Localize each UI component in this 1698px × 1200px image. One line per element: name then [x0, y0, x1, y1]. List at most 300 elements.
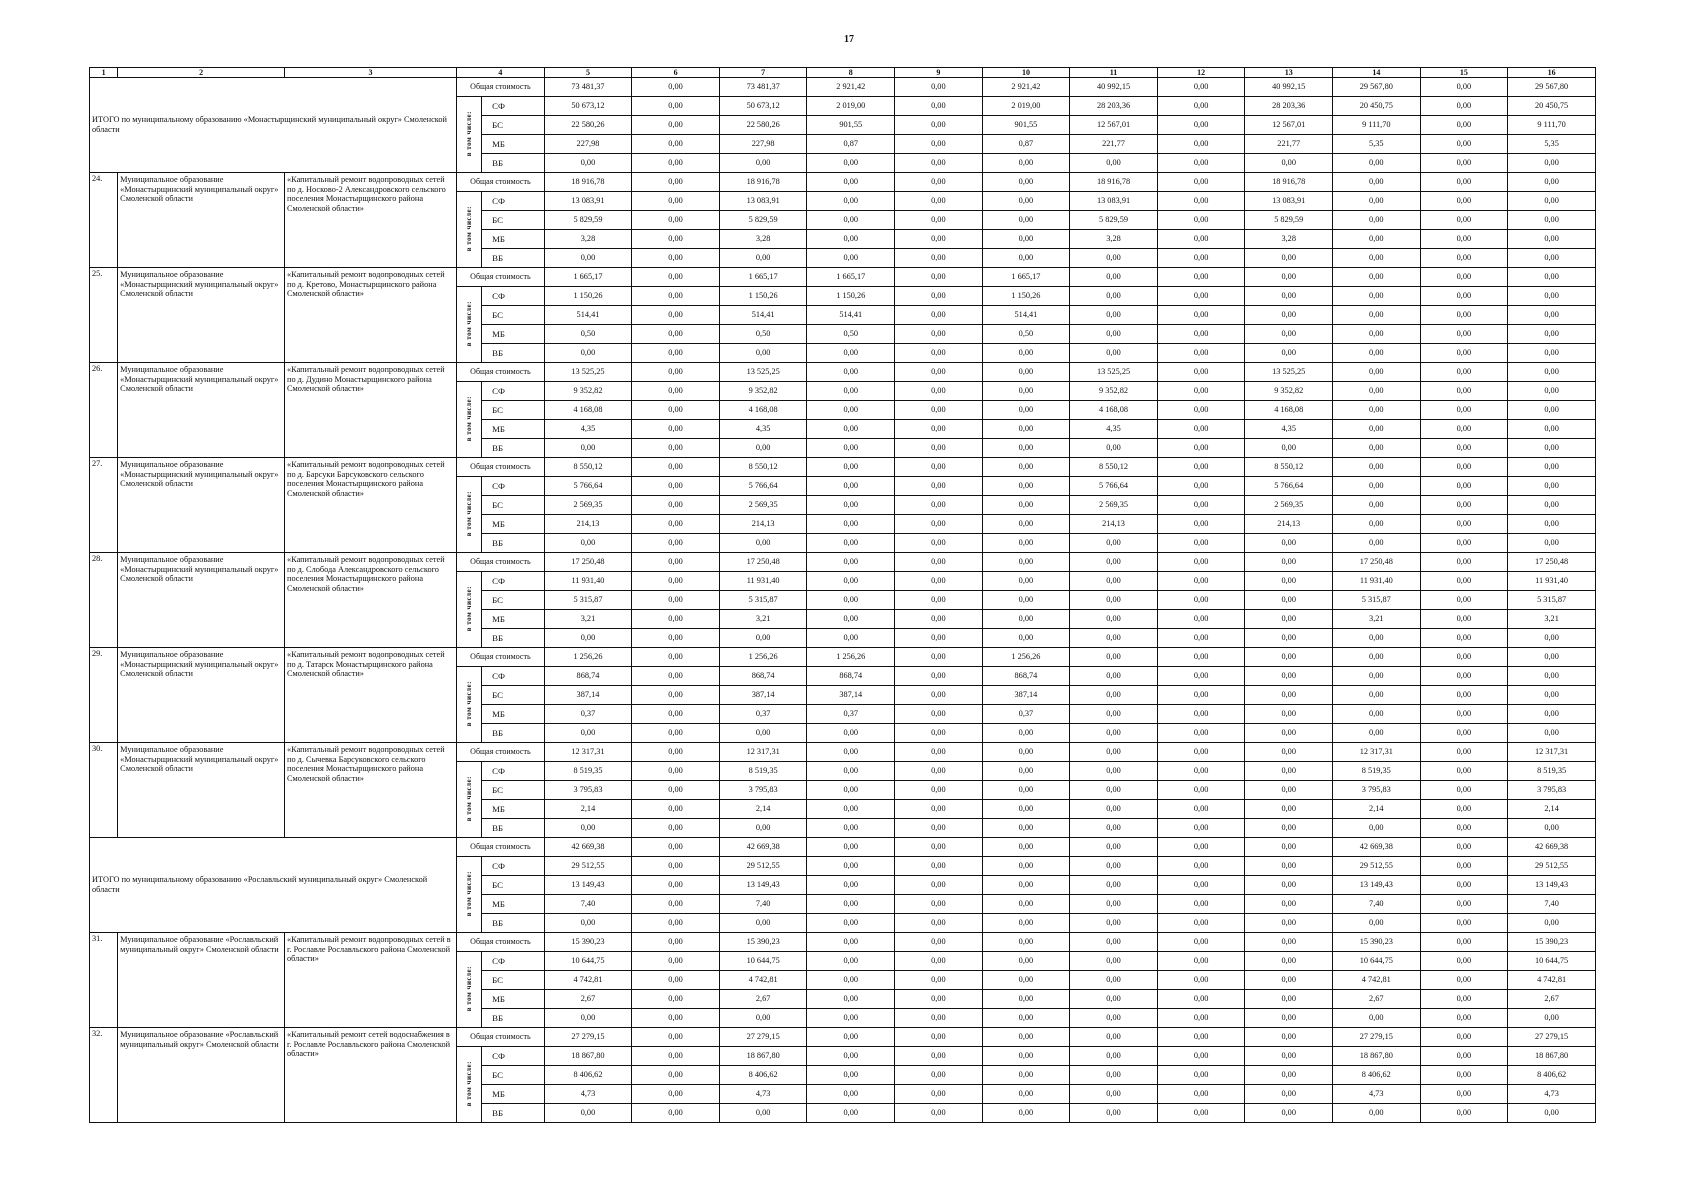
- amount-cell: 5 315,87: [719, 591, 807, 610]
- amount-cell: 0,00: [632, 838, 720, 857]
- amount-cell: 10 644,75: [1333, 952, 1421, 971]
- amount-cell: 12 567,01: [1070, 116, 1158, 135]
- amount-cell: 0,00: [1157, 1028, 1245, 1047]
- amount-cell: 0,00: [632, 534, 720, 553]
- amount-cell: 2 921,42: [807, 78, 895, 97]
- amount-cell: 0,00: [1245, 1104, 1333, 1123]
- amount-cell: 0,00: [895, 838, 983, 857]
- amount-cell: 0,00: [1333, 914, 1421, 933]
- amount-cell: 0,00: [895, 382, 983, 401]
- amount-cell: 0,00: [1070, 952, 1158, 971]
- amount-cell: 0,87: [982, 135, 1070, 154]
- amount-cell: 12 317,31: [1508, 743, 1596, 762]
- amount-cell: 0,00: [1508, 819, 1596, 838]
- amount-cell: 0,00: [1333, 496, 1421, 515]
- amount-cell: 8 406,62: [1333, 1066, 1421, 1085]
- amount-cell: 0,00: [807, 895, 895, 914]
- item-number: 24.: [90, 173, 118, 268]
- amount-cell: 0,00: [895, 914, 983, 933]
- object-name: «Капитальный ремонт водопроводных сетей по д. Барсуки Барсуковского сельского поселения Монастырщинского района Смоленской области»: [285, 458, 457, 553]
- amount-cell: 0,00: [1420, 1047, 1508, 1066]
- amount-cell: 0,00: [632, 952, 720, 971]
- amount-cell: 0,00: [895, 325, 983, 344]
- amount-cell: 0,00: [982, 857, 1070, 876]
- amount-cell: 0,00: [632, 173, 720, 192]
- amount-cell: 0,00: [632, 667, 720, 686]
- amount-cell: 0,00: [982, 952, 1070, 971]
- amount-cell: 0,00: [1070, 154, 1158, 173]
- amount-cell: 0,00: [895, 363, 983, 382]
- amount-cell: 0,00: [1157, 667, 1245, 686]
- amount-cell: 0,00: [1157, 211, 1245, 230]
- amount-cell: 5 315,87: [544, 591, 632, 610]
- amount-cell: 0,00: [895, 135, 983, 154]
- amount-cell: 7,40: [719, 895, 807, 914]
- amount-cell: 0,00: [982, 914, 1070, 933]
- amount-cell: 0,00: [1420, 952, 1508, 971]
- amount-cell: 0,00: [1157, 610, 1245, 629]
- amount-cell: 0,00: [1157, 363, 1245, 382]
- amount-cell: 0,00: [719, 1009, 807, 1028]
- amount-cell: 18 916,78: [1245, 173, 1333, 192]
- amount-cell: 0,00: [1157, 1104, 1245, 1123]
- amount-cell: 0,00: [544, 629, 632, 648]
- amount-cell: 0,00: [1245, 724, 1333, 743]
- amount-cell: 8 519,35: [1508, 762, 1596, 781]
- amount-cell: 0,00: [1245, 800, 1333, 819]
- amount-cell: 4,73: [544, 1085, 632, 1104]
- amount-cell: 0,00: [1157, 895, 1245, 914]
- amount-cell: 0,00: [1420, 249, 1508, 268]
- amount-cell: 0,00: [1157, 1009, 1245, 1028]
- amount-cell: 0,00: [895, 800, 983, 819]
- amount-cell: 0,00: [1420, 116, 1508, 135]
- municipality-name: Муниципальное образование «Монастырщинский муниципальный округ» Смоленской области: [118, 648, 285, 743]
- including-label: в том числе:: [464, 395, 473, 441]
- including-label-cell: [457, 1047, 482, 1123]
- amount-cell: 0,00: [895, 116, 983, 135]
- column-number: 4: [457, 68, 545, 78]
- amount-cell: 0,00: [1245, 762, 1333, 781]
- amount-cell: 0,00: [807, 1009, 895, 1028]
- funding-type: БС: [482, 876, 545, 895]
- amount-cell: 0,00: [719, 629, 807, 648]
- amount-cell: 3,21: [544, 610, 632, 629]
- amount-cell: 0,00: [1420, 800, 1508, 819]
- amount-cell: 0,00: [1333, 306, 1421, 325]
- total-cost-label: Общая стоимость: [457, 458, 545, 477]
- amount-cell: 0,00: [1333, 477, 1421, 496]
- funding-type: МБ: [482, 610, 545, 629]
- amount-cell: 9 111,70: [1333, 116, 1421, 135]
- object-name: «Капитальный ремонт водопроводных сетей по д. Носково-2 Александровского сельского поселения Монастырщинского района Смоленской области»: [285, 173, 457, 268]
- amount-cell: 0,00: [807, 819, 895, 838]
- amount-cell: 0,00: [807, 762, 895, 781]
- amount-cell: 0,00: [982, 211, 1070, 230]
- amount-cell: 0,00: [1157, 572, 1245, 591]
- amount-cell: 15 390,23: [719, 933, 807, 952]
- amount-cell: 0,00: [1508, 667, 1596, 686]
- amount-cell: 0,00: [982, 1028, 1070, 1047]
- amount-cell: 0,00: [1070, 1028, 1158, 1047]
- amount-cell: 3 795,83: [1508, 781, 1596, 800]
- amount-cell: 17 250,48: [544, 553, 632, 572]
- amount-cell: 0,00: [895, 1066, 983, 1085]
- amount-cell: 1 665,17: [982, 268, 1070, 287]
- item-row: [90, 1028, 1596, 1047]
- amount-cell: 5,35: [1333, 135, 1421, 154]
- amount-cell: 0,00: [1157, 952, 1245, 971]
- amount-cell: 0,00: [1420, 572, 1508, 591]
- amount-cell: 0,00: [1157, 876, 1245, 895]
- amount-cell: 0,00: [632, 344, 720, 363]
- amount-cell: 0,00: [807, 990, 895, 1009]
- amount-cell: 3,28: [1070, 230, 1158, 249]
- amount-cell: 387,14: [982, 686, 1070, 705]
- amount-cell: 0,00: [1420, 781, 1508, 800]
- column-number-row: [90, 68, 1596, 78]
- funding-type: ВБ: [482, 249, 545, 268]
- amount-cell: 0,00: [632, 287, 720, 306]
- amount-cell: 0,00: [982, 192, 1070, 211]
- object-name: «Капитальный ремонт водопроводных сетей по д. Татарск Монастырщинского района Смоленской области»: [285, 648, 457, 743]
- column-number: 9: [895, 68, 983, 78]
- amount-cell: 0,00: [895, 819, 983, 838]
- amount-cell: 0,00: [982, 230, 1070, 249]
- amount-cell: 8 550,12: [1070, 458, 1158, 477]
- amount-cell: 5 766,64: [544, 477, 632, 496]
- amount-cell: 0,00: [895, 173, 983, 192]
- amount-cell: 0,00: [719, 249, 807, 268]
- amount-cell: 3,28: [544, 230, 632, 249]
- object-name: «Капитальный ремонт водопроводных сетей по д. Кретово, Монастырщинского района Смоленской области»: [285, 268, 457, 363]
- amount-cell: 514,41: [807, 306, 895, 325]
- amount-cell: 0,00: [807, 439, 895, 458]
- amount-cell: 0,00: [807, 553, 895, 572]
- amount-cell: 18 867,80: [1333, 1047, 1421, 1066]
- amount-cell: 0,00: [1333, 648, 1421, 667]
- amount-cell: 0,00: [982, 382, 1070, 401]
- amount-cell: 10 644,75: [1508, 952, 1596, 971]
- amount-cell: 0,00: [1070, 838, 1158, 857]
- amount-cell: 4 742,81: [1508, 971, 1596, 990]
- amount-cell: 0,00: [1157, 534, 1245, 553]
- amount-cell: 18 867,80: [1508, 1047, 1596, 1066]
- amount-cell: 3,21: [1508, 610, 1596, 629]
- amount-cell: 15 390,23: [1333, 933, 1421, 952]
- amount-cell: 20 450,75: [1333, 97, 1421, 116]
- amount-cell: 12 317,31: [544, 743, 632, 762]
- amount-cell: 0,00: [1070, 1047, 1158, 1066]
- funding-type: ВБ: [482, 1009, 545, 1028]
- amount-cell: 1 256,26: [807, 648, 895, 667]
- amount-cell: 0,00: [1070, 648, 1158, 667]
- amount-cell: 0,00: [807, 458, 895, 477]
- amount-cell: 0,00: [1157, 230, 1245, 249]
- funding-type: ВБ: [482, 154, 545, 173]
- amount-cell: 0,00: [1157, 173, 1245, 192]
- amount-cell: 5 766,64: [1070, 477, 1158, 496]
- amount-cell: 0,00: [982, 800, 1070, 819]
- amount-cell: 8 550,12: [719, 458, 807, 477]
- amount-cell: 0,00: [807, 1066, 895, 1085]
- amount-cell: 0,00: [632, 705, 720, 724]
- amount-cell: 7,40: [1508, 895, 1596, 914]
- amount-cell: 0,00: [807, 211, 895, 230]
- amount-cell: 7,40: [1333, 895, 1421, 914]
- amount-cell: 0,00: [982, 173, 1070, 192]
- amount-cell: 227,98: [719, 135, 807, 154]
- amount-cell: 0,00: [1508, 249, 1596, 268]
- object-name: «Капитальный ремонт водопроводных сетей в г. Рославле Рославльского района Смоленской области»: [285, 933, 457, 1028]
- amount-cell: 0,00: [544, 154, 632, 173]
- amount-cell: 5 315,87: [1508, 591, 1596, 610]
- funding-type: МБ: [482, 800, 545, 819]
- amount-cell: 0,00: [1070, 1066, 1158, 1085]
- amount-cell: 0,00: [807, 857, 895, 876]
- amount-cell: 0,00: [1157, 838, 1245, 857]
- amount-cell: 9 352,82: [1245, 382, 1333, 401]
- amount-cell: 221,77: [1070, 135, 1158, 154]
- amount-cell: 0,00: [1245, 306, 1333, 325]
- amount-cell: 0,00: [1157, 344, 1245, 363]
- amount-cell: 0,00: [807, 971, 895, 990]
- amount-cell: 2 921,42: [982, 78, 1070, 97]
- amount-cell: 0,00: [632, 876, 720, 895]
- amount-cell: 13 525,25: [544, 363, 632, 382]
- item-number: 29.: [90, 648, 118, 743]
- amount-cell: 73 481,37: [544, 78, 632, 97]
- amount-cell: 17 250,48: [1508, 553, 1596, 572]
- amount-cell: 13 083,91: [1245, 192, 1333, 211]
- amount-cell: 0,00: [895, 933, 983, 952]
- amount-cell: 0,00: [1245, 686, 1333, 705]
- amount-cell: 0,00: [1508, 458, 1596, 477]
- amount-cell: 0,00: [632, 591, 720, 610]
- amount-cell: 0,00: [632, 1028, 720, 1047]
- amount-cell: 0,00: [1420, 591, 1508, 610]
- total-row: [90, 838, 1596, 857]
- amount-cell: 0,00: [895, 287, 983, 306]
- amount-cell: 13 083,91: [719, 192, 807, 211]
- amount-cell: 0,00: [895, 1009, 983, 1028]
- including-label-cell: [457, 762, 482, 838]
- funding-type: МБ: [482, 135, 545, 154]
- amount-cell: 0,00: [632, 572, 720, 591]
- amount-cell: 0,00: [1070, 553, 1158, 572]
- amount-cell: 42 669,38: [544, 838, 632, 857]
- amount-cell: 0,00: [1245, 1009, 1333, 1028]
- amount-cell: 11 931,40: [1508, 572, 1596, 591]
- amount-cell: 0,00: [982, 344, 1070, 363]
- amount-cell: 0,00: [1070, 268, 1158, 287]
- funding-type: ВБ: [482, 629, 545, 648]
- amount-cell: 0,00: [982, 838, 1070, 857]
- amount-cell: 0,00: [632, 420, 720, 439]
- amount-cell: 0,00: [1157, 496, 1245, 515]
- amount-cell: 0,00: [1333, 667, 1421, 686]
- amount-cell: 5 766,64: [1245, 477, 1333, 496]
- amount-cell: 0,00: [632, 211, 720, 230]
- amount-cell: 0,00: [1070, 724, 1158, 743]
- amount-cell: 18 867,80: [719, 1047, 807, 1066]
- total-cost-label: Общая стоимость: [457, 173, 545, 192]
- amount-cell: 0,00: [1245, 838, 1333, 857]
- amount-cell: 0,00: [632, 762, 720, 781]
- amount-cell: 22 580,26: [544, 116, 632, 135]
- amount-cell: 0,00: [1420, 173, 1508, 192]
- amount-cell: 17 250,48: [1333, 553, 1421, 572]
- amount-cell: 0,00: [1070, 990, 1158, 1009]
- amount-cell: 0,00: [1245, 667, 1333, 686]
- amount-cell: 8 519,35: [719, 762, 807, 781]
- including-label-cell: [457, 477, 482, 553]
- amount-cell: 0,00: [982, 724, 1070, 743]
- amount-cell: 0,00: [1070, 971, 1158, 990]
- amount-cell: 4 742,81: [1333, 971, 1421, 990]
- amount-cell: 0,00: [1420, 1066, 1508, 1085]
- amount-cell: 0,00: [895, 990, 983, 1009]
- funding-type: ВБ: [482, 724, 545, 743]
- total-cost-label: Общая стоимость: [457, 838, 545, 857]
- amount-cell: 17 250,48: [719, 553, 807, 572]
- amount-cell: 0,00: [982, 515, 1070, 534]
- amount-cell: 0,00: [1333, 192, 1421, 211]
- amount-cell: 0,00: [1157, 1066, 1245, 1085]
- amount-cell: 8 550,12: [544, 458, 632, 477]
- amount-cell: 3,21: [719, 610, 807, 629]
- amount-cell: 0,00: [1508, 382, 1596, 401]
- funding-type: БС: [482, 686, 545, 705]
- amount-cell: 0,00: [1245, 914, 1333, 933]
- amount-cell: 0,00: [1245, 990, 1333, 1009]
- total-label: ИТОГО по муниципальному образованию «Монастырщинский муниципальный округ» Смоленской области: [90, 78, 457, 173]
- total-cost-label: Общая стоимость: [457, 648, 545, 667]
- amount-cell: 0,00: [719, 439, 807, 458]
- amount-cell: 0,00: [807, 781, 895, 800]
- amount-cell: 0,00: [1420, 686, 1508, 705]
- amount-cell: 0,00: [1070, 610, 1158, 629]
- amount-cell: 2 019,00: [982, 97, 1070, 116]
- amount-cell: 4 742,81: [544, 971, 632, 990]
- municipality-name: Муниципальное образование «Монастырщинский муниципальный округ» Смоленской области: [118, 268, 285, 363]
- amount-cell: 0,00: [1157, 477, 1245, 496]
- amount-cell: 0,00: [632, 781, 720, 800]
- amount-cell: 0,00: [1245, 895, 1333, 914]
- amount-cell: 0,00: [1420, 1085, 1508, 1104]
- amount-cell: 0,00: [982, 762, 1070, 781]
- amount-cell: 0,00: [632, 496, 720, 515]
- amount-cell: 0,00: [632, 743, 720, 762]
- amount-cell: 0,00: [895, 249, 983, 268]
- amount-cell: 0,00: [1420, 857, 1508, 876]
- object-name: «Капитальный ремонт водопроводных сетей по д. Слобода Александровского сельского поселения Монастырщинского района Смоленской области»: [285, 553, 457, 648]
- amount-cell: 0,00: [632, 1085, 720, 1104]
- amount-cell: 0,00: [1420, 382, 1508, 401]
- item-row: [90, 173, 1596, 192]
- amount-cell: 0,00: [1420, 363, 1508, 382]
- amount-cell: 0,00: [807, 401, 895, 420]
- amount-cell: 0,00: [807, 477, 895, 496]
- amount-cell: 0,00: [895, 477, 983, 496]
- amount-cell: 0,00: [1070, 895, 1158, 914]
- amount-cell: 0,00: [1245, 249, 1333, 268]
- amount-cell: 5 829,59: [1245, 211, 1333, 230]
- amount-cell: 0,00: [1420, 192, 1508, 211]
- object-name: «Капитальный ремонт водопроводных сетей по д. Сычевка Барсуковского сельского поселения Монастырщинского района Смоленской области»: [285, 743, 457, 838]
- amount-cell: 0,00: [1070, 629, 1158, 648]
- amount-cell: 0,00: [895, 420, 983, 439]
- amount-cell: 868,74: [544, 667, 632, 686]
- funding-type: МБ: [482, 1085, 545, 1104]
- amount-cell: 5 315,87: [1333, 591, 1421, 610]
- amount-cell: 0,00: [1157, 135, 1245, 154]
- amount-cell: 15 390,23: [1508, 933, 1596, 952]
- amount-cell: 0,00: [895, 192, 983, 211]
- amount-cell: 0,00: [982, 572, 1070, 591]
- amount-cell: 0,00: [1508, 363, 1596, 382]
- amount-cell: 0,00: [1157, 971, 1245, 990]
- amount-cell: 13 149,43: [1333, 876, 1421, 895]
- amount-cell: 0,00: [1157, 819, 1245, 838]
- amount-cell: 0,00: [1420, 876, 1508, 895]
- amount-cell: 0,00: [632, 914, 720, 933]
- amount-cell: 0,00: [895, 572, 983, 591]
- amount-cell: 387,14: [544, 686, 632, 705]
- amount-cell: 0,00: [1420, 211, 1508, 230]
- including-label: в том числе:: [464, 490, 473, 536]
- funding-type: МБ: [482, 230, 545, 249]
- amount-cell: 0,00: [544, 819, 632, 838]
- amount-cell: 0,00: [1245, 268, 1333, 287]
- amount-cell: 0,00: [1333, 458, 1421, 477]
- amount-cell: 0,00: [544, 914, 632, 933]
- including-label: в том числе:: [464, 1060, 473, 1106]
- amount-cell: 0,00: [807, 363, 895, 382]
- amount-cell: 0,00: [807, 914, 895, 933]
- funding-type: ВБ: [482, 914, 545, 933]
- amount-cell: 0,00: [1420, 344, 1508, 363]
- amount-cell: 2 569,35: [719, 496, 807, 515]
- amount-cell: 0,00: [1070, 344, 1158, 363]
- amount-cell: 0,00: [895, 268, 983, 287]
- amount-cell: 0,00: [1070, 572, 1158, 591]
- item-number: 28.: [90, 553, 118, 648]
- amount-cell: 1 665,17: [719, 268, 807, 287]
- total-cost-label: Общая стоимость: [457, 268, 545, 287]
- funding-type: МБ: [482, 420, 545, 439]
- amount-cell: 0,00: [1157, 781, 1245, 800]
- amount-cell: 0,00: [1420, 705, 1508, 724]
- amount-cell: 0,00: [982, 895, 1070, 914]
- amount-cell: 3 795,83: [719, 781, 807, 800]
- amount-cell: 0,00: [1070, 591, 1158, 610]
- amount-cell: 0,00: [807, 344, 895, 363]
- amount-cell: 0,00: [1333, 230, 1421, 249]
- amount-cell: 0,00: [632, 382, 720, 401]
- amount-cell: 27 279,15: [1508, 1028, 1596, 1047]
- amount-cell: 0,00: [1070, 534, 1158, 553]
- amount-cell: 0,00: [982, 420, 1070, 439]
- amount-cell: 0,00: [895, 895, 983, 914]
- amount-cell: 0,00: [1157, 439, 1245, 458]
- amount-cell: 12 567,01: [1245, 116, 1333, 135]
- amount-cell: 0,00: [1420, 971, 1508, 990]
- amount-cell: 0,00: [1508, 686, 1596, 705]
- amount-cell: 0,00: [807, 173, 895, 192]
- amount-cell: 0,00: [1245, 325, 1333, 344]
- amount-cell: 0,00: [1070, 819, 1158, 838]
